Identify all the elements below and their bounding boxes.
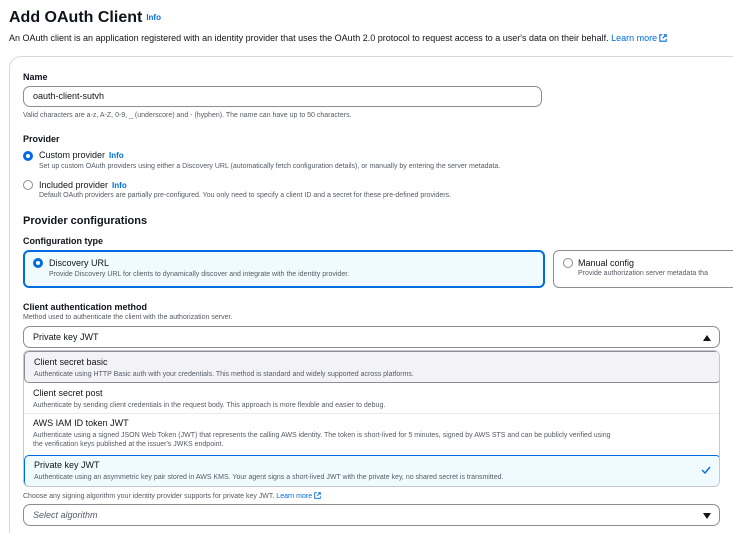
discovery-url-radio[interactable] (33, 258, 43, 268)
auth-method-label: Client authentication method (23, 302, 148, 312)
option-desc-line2: the verification keys published at the issuer's JWKS endpoint. (33, 441, 224, 448)
option-title: Client secret basic (34, 357, 108, 367)
manual-config-radio[interactable] (563, 258, 573, 268)
page-description: An OAuth client is an application registered with an identity provider that uses the OAuth 2.0 protocol to request access to a user's data on their behalf. Learn more (9, 33, 667, 43)
auth-method-hint: Method used to authenticate the client with the authorization server. (23, 314, 233, 321)
manual-config-title: Manual config (578, 258, 635, 268)
custom-provider-radio[interactable] (23, 151, 33, 161)
title-info-link[interactable]: Info (146, 13, 161, 23)
discovery-url-title: Discovery URL (49, 258, 110, 268)
custom-provider-info-link[interactable]: Info (109, 151, 124, 161)
option-title: AWS IAM ID token JWT (33, 418, 129, 428)
provider-config-heading: Provider configurations (23, 215, 148, 227)
signing-learn-more-link[interactable]: Learn more (276, 493, 321, 500)
included-provider-radio[interactable] (23, 180, 33, 190)
learn-more-link[interactable]: Learn more (611, 33, 667, 43)
name-hint: Valid characters are a-z, A-Z, 0-9, _ (underscore) and - (hyphen). The name can have up to 50 characters. (23, 112, 352, 119)
signing-hint: Choose any signing algorithm your identity provider supports for private key JWT. Learn more (23, 492, 321, 500)
auth-method-select[interactable]: Private key JWT (23, 326, 720, 348)
option-desc: Authenticate using an asymmetric key pair stored in AWS KMS. Your agent signs a short-lived JWT with the private key, no shared secret is transmitted. (34, 474, 504, 481)
option-desc: Authenticate by sending client credentials in the request body. This approach is more flexible and easier to debug. (33, 402, 386, 409)
option-desc-line1: Authenticate using a signed JSON Web Token (JWT) that represents the calling AWS identity. The token is short-lived for 5 minutes, signed by AWS STS and can be publicly verified using (33, 432, 611, 439)
checkmark-icon (701, 466, 711, 474)
external-link-icon (659, 34, 667, 42)
option-title: Private key JWT (34, 460, 100, 470)
algorithm-select[interactable]: Select algorithm (23, 504, 720, 526)
option-private-key-jwt[interactable] (24, 455, 720, 487)
option-aws-iam-id-token-jwt[interactable] (24, 414, 720, 454)
included-provider-title: Included provider Info (39, 180, 127, 191)
option-title: Client secret post (33, 388, 103, 398)
caret-down-icon (703, 513, 711, 519)
option-desc: Authenticate using HTTP Basic auth with your credentials. This method is standard and widely supported across platforms. (34, 371, 414, 378)
discovery-url-desc: Provide Discovery URL for clients to dynamically discover and integrate with the identity provider. (49, 271, 350, 278)
config-type-label: Configuration type (23, 236, 103, 246)
discovery-url-card[interactable] (23, 250, 545, 288)
external-link-icon (314, 492, 321, 499)
page-title: Add OAuth Client Info (9, 9, 161, 26)
name-input[interactable]: oauth-client-sutvh (23, 86, 542, 107)
included-provider-info-link[interactable]: Info (112, 181, 127, 191)
option-client-secret-post[interactable] (24, 384, 720, 413)
option-client-secret-basic[interactable] (24, 351, 720, 383)
auth-method-dropdown (23, 350, 720, 487)
manual-config-desc: Provide authorization server metadata tha (578, 270, 708, 277)
manual-config-card[interactable] (553, 250, 733, 288)
custom-provider-title: Custom provider Info (39, 150, 124, 161)
caret-up-icon (703, 335, 711, 341)
included-provider-desc: Default OAuth providers are partially pre-configured. You only need to specify a client ID and a secret for these pre-defined providers. (39, 192, 452, 199)
name-label: Name (23, 72, 48, 82)
provider-label: Provider (23, 134, 60, 144)
custom-provider-desc: Set up custom OAuth providers using either a Discovery URL (automatically fetch configuration details), or manually by entering the server metadata. (39, 163, 501, 170)
